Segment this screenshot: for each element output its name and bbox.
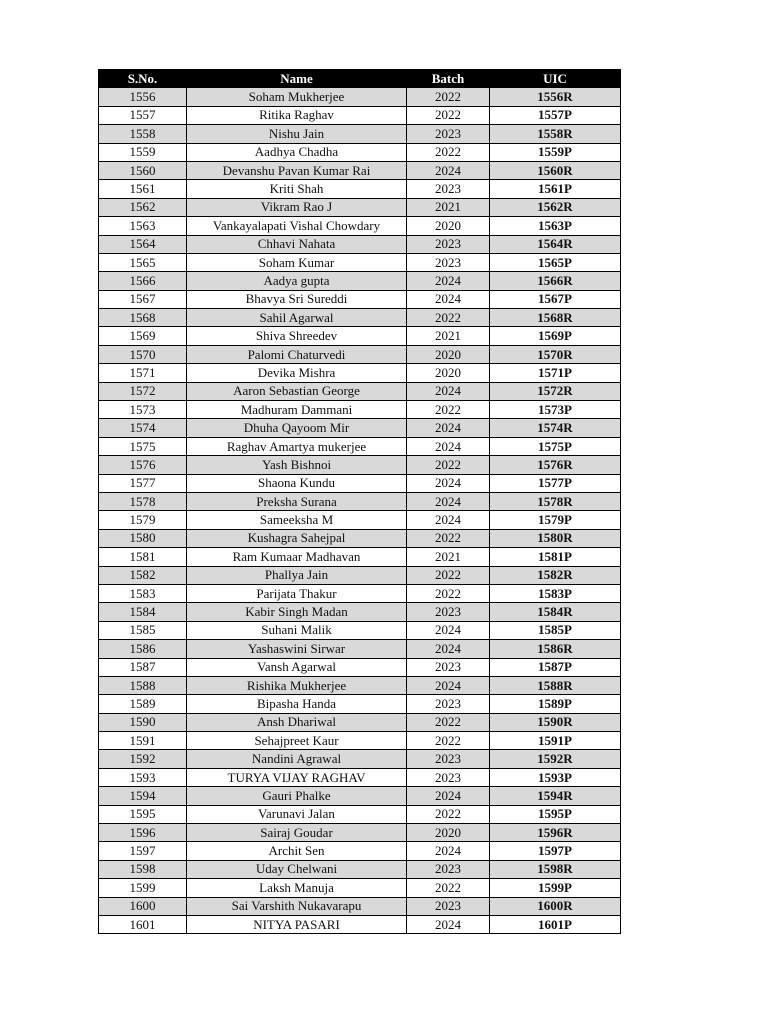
uic-cell: 1590R — [490, 713, 621, 731]
table-row — [99, 88, 621, 106]
batch-cell: 2023 — [407, 235, 490, 253]
table-row — [99, 897, 621, 915]
table-row — [99, 529, 621, 547]
serial-number-cell: 1560 — [99, 161, 187, 179]
serial-number-cell: 1572 — [99, 382, 187, 400]
table-row — [99, 437, 621, 455]
serial-number-cell: 1585 — [99, 621, 187, 639]
serial-number-cell: 1574 — [99, 419, 187, 437]
table-row — [99, 474, 621, 492]
table-row — [99, 161, 621, 179]
batch-cell: 2024 — [407, 842, 490, 860]
table-row — [99, 492, 621, 510]
uic-cell: 1567P — [490, 290, 621, 308]
batch-cell: 2023 — [407, 695, 490, 713]
name-cell: Phallya Jain — [187, 566, 407, 584]
batch-cell: 2020 — [407, 364, 490, 382]
uic-cell: 1557P — [490, 106, 621, 124]
table-row — [99, 805, 621, 823]
batch-cell: 2021 — [407, 327, 490, 345]
serial-number-cell: 1559 — [99, 143, 187, 161]
batch-cell: 2022 — [407, 309, 490, 327]
uic-cell: 1573P — [490, 401, 621, 419]
name-cell: Palomi Chaturvedi — [187, 345, 407, 363]
serial-number-cell: 1557 — [99, 106, 187, 124]
batch-cell: 2020 — [407, 345, 490, 363]
serial-number-cell: 1593 — [99, 768, 187, 786]
uic-cell: 1587P — [490, 658, 621, 676]
serial-number-cell: 1578 — [99, 492, 187, 510]
uic-cell: 1601P — [490, 915, 621, 933]
uic-cell: 1558R — [490, 125, 621, 143]
table-header-row — [99, 70, 621, 88]
serial-number-cell: 1597 — [99, 842, 187, 860]
serial-number-cell: 1599 — [99, 879, 187, 897]
name-cell: Kushagra Sahejpal — [187, 529, 407, 547]
name-cell: Devanshu Pavan Kumar Rai — [187, 161, 407, 179]
batch-cell: 2024 — [407, 511, 490, 529]
name-cell: Preksha Surana — [187, 492, 407, 510]
batch-cell: 2023 — [407, 253, 490, 271]
name-cell: Nandini Agrawal — [187, 750, 407, 768]
serial-number-cell: 1563 — [99, 217, 187, 235]
uic-cell: 1580R — [490, 529, 621, 547]
uic-cell: 1582R — [490, 566, 621, 584]
table-row — [99, 915, 621, 933]
uic-cell: 1588R — [490, 676, 621, 694]
table-row — [99, 125, 621, 143]
table-row — [99, 401, 621, 419]
header-name: Name — [187, 70, 407, 88]
uic-cell: 1595P — [490, 805, 621, 823]
batch-cell: 2020 — [407, 824, 490, 842]
table-row — [99, 235, 621, 253]
table-row — [99, 768, 621, 786]
name-cell: Uday Chelwani — [187, 860, 407, 878]
table-row — [99, 566, 621, 584]
name-cell: Suhani Malik — [187, 621, 407, 639]
serial-number-cell: 1587 — [99, 658, 187, 676]
table-row — [99, 327, 621, 345]
uic-cell: 1586R — [490, 640, 621, 658]
name-cell: Soham Mukherjee — [187, 88, 407, 106]
batch-cell: 2021 — [407, 198, 490, 216]
batch-cell: 2022 — [407, 401, 490, 419]
uic-cell: 1574R — [490, 419, 621, 437]
batch-cell: 2024 — [407, 290, 490, 308]
serial-number-cell: 1594 — [99, 787, 187, 805]
name-cell: NITYA PASARI — [187, 915, 407, 933]
uic-cell: 1560R — [490, 161, 621, 179]
uic-cell: 1598R — [490, 860, 621, 878]
name-cell: Ritika Raghav — [187, 106, 407, 124]
uic-cell: 1585P — [490, 621, 621, 639]
serial-number-cell: 1576 — [99, 456, 187, 474]
serial-number-cell: 1583 — [99, 584, 187, 602]
batch-cell: 2024 — [407, 492, 490, 510]
batch-cell: 2024 — [407, 787, 490, 805]
uic-cell: 1561P — [490, 180, 621, 198]
batch-cell: 2024 — [407, 437, 490, 455]
table-row — [99, 676, 621, 694]
serial-number-cell: 1573 — [99, 401, 187, 419]
name-cell: Shiva Shreedev — [187, 327, 407, 345]
name-cell: Chhavi Nahata — [187, 235, 407, 253]
batch-cell: 2024 — [407, 640, 490, 658]
uic-cell: 1597P — [490, 842, 621, 860]
table-row — [99, 106, 621, 124]
serial-number-cell: 1577 — [99, 474, 187, 492]
table-row — [99, 364, 621, 382]
table-row — [99, 824, 621, 842]
serial-number-cell: 1586 — [99, 640, 187, 658]
batch-cell: 2023 — [407, 860, 490, 878]
uic-cell: 1577P — [490, 474, 621, 492]
uic-cell: 1572R — [490, 382, 621, 400]
batch-cell: 2022 — [407, 529, 490, 547]
serial-number-cell: 1596 — [99, 824, 187, 842]
batch-cell: 2022 — [407, 732, 490, 750]
header-uic: UIC — [490, 70, 621, 88]
uic-cell: 1568R — [490, 309, 621, 327]
uic-cell: 1581P — [490, 548, 621, 566]
table-row — [99, 842, 621, 860]
batch-cell: 2022 — [407, 106, 490, 124]
table-row — [99, 603, 621, 621]
batch-cell: 2022 — [407, 456, 490, 474]
uic-cell: 1583P — [490, 584, 621, 602]
table-row — [99, 290, 621, 308]
serial-number-cell: 1598 — [99, 860, 187, 878]
table-row — [99, 382, 621, 400]
name-cell: Shaona Kundu — [187, 474, 407, 492]
name-cell: Vikram Rao J — [187, 198, 407, 216]
serial-number-cell: 1581 — [99, 548, 187, 566]
serial-number-cell: 1595 — [99, 805, 187, 823]
name-cell: Yash Bishnoi — [187, 456, 407, 474]
table-row — [99, 621, 621, 639]
name-cell: Sahil Agarwal — [187, 309, 407, 327]
table-row — [99, 143, 621, 161]
name-cell: Ram Kumaar Madhavan — [187, 548, 407, 566]
serial-number-cell: 1561 — [99, 180, 187, 198]
serial-number-cell: 1580 — [99, 529, 187, 547]
serial-number-cell: 1567 — [99, 290, 187, 308]
batch-cell: 2023 — [407, 750, 490, 768]
uic-cell: 1593P — [490, 768, 621, 786]
serial-number-cell: 1565 — [99, 253, 187, 271]
batch-cell: 2021 — [407, 548, 490, 566]
uic-cell: 1599P — [490, 879, 621, 897]
batch-cell: 2023 — [407, 897, 490, 915]
name-cell: Aadhya Chadha — [187, 143, 407, 161]
name-cell: Aadya gupta — [187, 272, 407, 290]
serial-number-cell: 1600 — [99, 897, 187, 915]
name-cell: Nishu Jain — [187, 125, 407, 143]
name-cell: Raghav Amartya mukerjee — [187, 437, 407, 455]
name-cell: Soham Kumar — [187, 253, 407, 271]
uic-cell: 1589P — [490, 695, 621, 713]
serial-number-cell: 1556 — [99, 88, 187, 106]
batch-cell: 2024 — [407, 382, 490, 400]
serial-number-cell: 1590 — [99, 713, 187, 731]
name-cell: Vankayalapati Vishal Chowdary — [187, 217, 407, 235]
name-cell: Archit Sen — [187, 842, 407, 860]
serial-number-cell: 1570 — [99, 345, 187, 363]
batch-cell: 2022 — [407, 584, 490, 602]
serial-number-cell: 1579 — [99, 511, 187, 529]
batch-cell: 2023 — [407, 180, 490, 198]
batch-cell: 2024 — [407, 621, 490, 639]
name-cell: Aaron Sebastian George — [187, 382, 407, 400]
uic-cell: 1596R — [490, 824, 621, 842]
batch-cell: 2023 — [407, 658, 490, 676]
table-row — [99, 787, 621, 805]
name-cell: Bipasha Handa — [187, 695, 407, 713]
uic-cell: 1564R — [490, 235, 621, 253]
uic-cell: 1562R — [490, 198, 621, 216]
serial-number-cell: 1558 — [99, 125, 187, 143]
serial-number-cell: 1588 — [99, 676, 187, 694]
table-row — [99, 309, 621, 327]
name-cell: Yashaswini Sirwar — [187, 640, 407, 658]
table-row — [99, 640, 621, 658]
table-row — [99, 658, 621, 676]
table-row — [99, 345, 621, 363]
table-row — [99, 713, 621, 731]
batch-cell: 2024 — [407, 161, 490, 179]
serial-number-cell: 1601 — [99, 915, 187, 933]
serial-number-cell: 1589 — [99, 695, 187, 713]
uic-cell: 1575P — [490, 437, 621, 455]
table-row — [99, 253, 621, 271]
serial-number-cell: 1591 — [99, 732, 187, 750]
serial-number-cell: 1562 — [99, 198, 187, 216]
name-cell: Bhavya Sri Sureddi — [187, 290, 407, 308]
name-cell: Dhuha Qayoom Mir — [187, 419, 407, 437]
serial-number-cell: 1571 — [99, 364, 187, 382]
name-cell: Rishika Mukherjee — [187, 676, 407, 694]
name-cell: TURYA VIJAY RAGHAV — [187, 768, 407, 786]
batch-cell: 2022 — [407, 143, 490, 161]
batch-cell: 2023 — [407, 125, 490, 143]
uic-cell: 1569P — [490, 327, 621, 345]
name-cell: Laksh Manuja — [187, 879, 407, 897]
uic-cell: 1570R — [490, 345, 621, 363]
name-cell: Kriti Shah — [187, 180, 407, 198]
uic-cell: 1592R — [490, 750, 621, 768]
name-cell: Sairaj Goudar — [187, 824, 407, 842]
name-cell: Kabir Singh Madan — [187, 603, 407, 621]
uic-cell: 1559P — [490, 143, 621, 161]
name-cell: Sai Varshith Nukavarapu — [187, 897, 407, 915]
name-cell: Sameeksha M — [187, 511, 407, 529]
uic-cell: 1584R — [490, 603, 621, 621]
table-row — [99, 180, 621, 198]
uic-cell: 1594R — [490, 787, 621, 805]
uic-cell: 1571P — [490, 364, 621, 382]
header-serial-number: S.No. — [99, 70, 187, 88]
batch-cell: 2022 — [407, 566, 490, 584]
table-row — [99, 879, 621, 897]
name-cell: Vansh Agarwal — [187, 658, 407, 676]
name-cell: Madhuram Dammani — [187, 401, 407, 419]
table-row — [99, 548, 621, 566]
serial-number-cell: 1568 — [99, 309, 187, 327]
batch-cell: 2023 — [407, 603, 490, 621]
serial-number-cell: 1582 — [99, 566, 187, 584]
name-cell: Varunavi Jalan — [187, 805, 407, 823]
table-row — [99, 732, 621, 750]
batch-cell: 2024 — [407, 676, 490, 694]
serial-number-cell: 1564 — [99, 235, 187, 253]
uic-cell: 1576R — [490, 456, 621, 474]
table-row — [99, 419, 621, 437]
batch-cell: 2024 — [407, 474, 490, 492]
student-uic-table — [98, 69, 621, 934]
batch-cell: 2024 — [407, 915, 490, 933]
serial-number-cell: 1566 — [99, 272, 187, 290]
table-row — [99, 198, 621, 216]
serial-number-cell: 1584 — [99, 603, 187, 621]
table-row — [99, 511, 621, 529]
name-cell: Ansh Dhariwal — [187, 713, 407, 731]
table-row — [99, 272, 621, 290]
table-row — [99, 456, 621, 474]
table-row — [99, 217, 621, 235]
serial-number-cell: 1569 — [99, 327, 187, 345]
batch-cell: 2024 — [407, 419, 490, 437]
uic-cell: 1565P — [490, 253, 621, 271]
table-row — [99, 584, 621, 602]
table-row — [99, 750, 621, 768]
uic-cell: 1578R — [490, 492, 621, 510]
name-cell: Parijata Thakur — [187, 584, 407, 602]
uic-cell: 1556R — [490, 88, 621, 106]
table-body — [99, 88, 621, 934]
batch-cell: 2024 — [407, 272, 490, 290]
name-cell: Devika Mishra — [187, 364, 407, 382]
uic-cell: 1600R — [490, 897, 621, 915]
uic-cell: 1566R — [490, 272, 621, 290]
name-cell: Gauri Phalke — [187, 787, 407, 805]
batch-cell: 2020 — [407, 217, 490, 235]
name-cell: Sehajpreet Kaur — [187, 732, 407, 750]
table-row — [99, 860, 621, 878]
header-batch: Batch — [407, 70, 490, 88]
uic-cell: 1563P — [490, 217, 621, 235]
batch-cell: 2023 — [407, 768, 490, 786]
uic-cell: 1579P — [490, 511, 621, 529]
batch-cell: 2022 — [407, 879, 490, 897]
serial-number-cell: 1592 — [99, 750, 187, 768]
batch-cell: 2022 — [407, 805, 490, 823]
table-row — [99, 695, 621, 713]
serial-number-cell: 1575 — [99, 437, 187, 455]
uic-cell: 1591P — [490, 732, 621, 750]
batch-cell: 2022 — [407, 713, 490, 731]
batch-cell: 2022 — [407, 88, 490, 106]
